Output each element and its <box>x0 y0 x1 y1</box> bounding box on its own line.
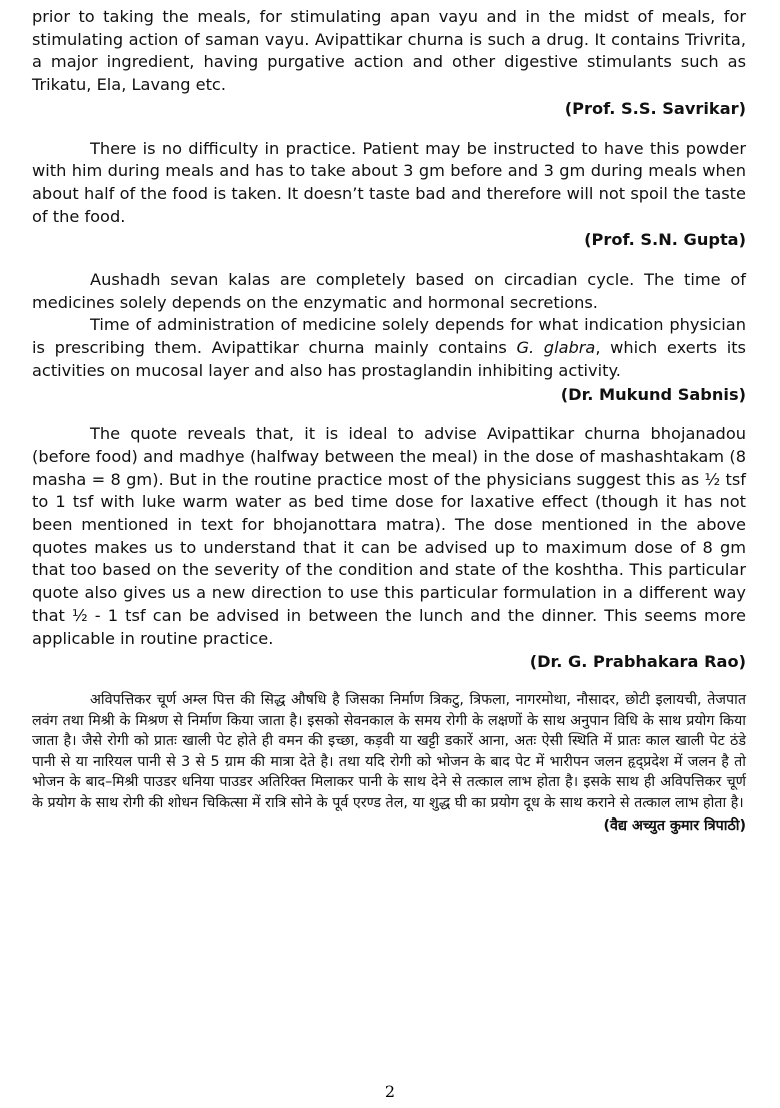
author-attribution: (वैद्य अच्युत कुमार त्रिपाठी) <box>603 817 746 834</box>
document-page <box>32 6 746 836</box>
paragraph-text: There is no difficulty in practice. Patient may be instructed to have this powder with him during meals and has to take about 3 gm before and 3 gm during meals when about half of the food is taken. It doesn’t taste bad and therefore will not spoil the taste of the food. <box>32 138 746 226</box>
text-run: Time of administration of medicine solely depends for what indication physician is prescribing them. Avipattikar churna mainly contains <box>32 315 746 358</box>
author-attribution: (Prof. S.S. Savrikar) <box>564 98 746 118</box>
paragraph-text: prior to taking the meals, for stimulating apan vayu and in the midst of meals, for stimulating action of saman vayu. Avipattikar churna is such a drug. It contains Trivrita, a major ingredient, having purgative action and other digestive stimulants such as Trikatu, Ela, Lavang etc. <box>32 7 746 95</box>
quote-hindi <box>32 690 746 836</box>
author-attribution: (Dr. G. Prabhakara Rao) <box>529 652 746 672</box>
hindi-paragraph: अविपत्तिकर चूर्ण अम्ल पित्त की सिद्ध औषधि है जिसका निर्माण त्रिकटु, त्रिफला, नागरमोथा, नौसादर, छोटी इलायची, तेजपात लवंग तथा मिश्री के मिश्रण से निर्माण किया जाता है। इसको सेवनकाल के समय रोगी के लक्षणों के साथ अनुपान विधि के साथ प्रयोग किया जाता है। जैसे रोगी को प्रातः खाली पेट होते ही वमन की इच्छा, कड़वी या खट्टी डकारें आना, अतः ऐसी स्थिति में प्रातः काल खाली पेट ठंडे पानी से या नारियल पानी से 3 से 5 ग्राम की मात्रा देते है। तथा यदि रोगी को भोजन के बाद पेट में भारीपन जलन हृद्‌प्रदेश में जलन है तो भोजन के बाद–मिश्री पाउडर धनिया पाउडर अतिरिक्त मिलाकर पानी के साथ देने से तत्काल लाभ होता है। इसके साथ ही अविपत्तिकर चूर्ण के प्रयोग के साथ रोगी की शोधन चिकित्सा में रात्रि सोने के पूर्व एरण्ड तेल, या शुद्ध घी का प्रयोग दूध के साथ कराने से तत्काल लाभ होता है। <box>32 691 746 811</box>
author-attribution: (Prof. S.N. Gupta) <box>584 230 746 250</box>
paragraph-text <box>32 314 746 382</box>
quote-savrikar <box>32 6 746 121</box>
quote-prabhakara-rao <box>32 423 746 674</box>
italic-species-name: G. glabra <box>516 338 596 358</box>
text-run: , which exerts its activities on mucosal layer and also has prostaglandin inhibiting activity. <box>32 338 746 380</box>
quote-gupta <box>32 138 746 253</box>
author-attribution: (Dr. Mukund Sabnis) <box>560 384 746 404</box>
page-number: 2 <box>384 1082 396 1101</box>
quote-sabnis <box>32 269 746 406</box>
paragraph-text: Aushadh sevan kalas are completely based on circadian cycle. The time of medicines solely depends on the enzymatic and hormonal secretions. <box>32 270 746 312</box>
paragraph-text: The quote reveals that, it is ideal to advise Avipattikar churna bhojanadou (before food) and madhye (halfway between the meal) in the dose of mashashtakam (8 masha = 8 gm). But in the routine practice most of the physicians suggest this as ½ tsf to 1 tsf with luke warm water as bed time dose for laxative effect (though it has not been mentioned in text for bhojanottara matra). The dose mentioned in the above quotes makes us to understand that it can be advised up to maximum dose of 8 gm that too based on the severity of the condition and state of the koshtha. This particular quote also gives us a new direction to use this particular formulation in a different way that ½ - 1 tsf can be advised in between the lunch and the dinner. This seems more applicable in routine practice. <box>32 424 746 648</box>
